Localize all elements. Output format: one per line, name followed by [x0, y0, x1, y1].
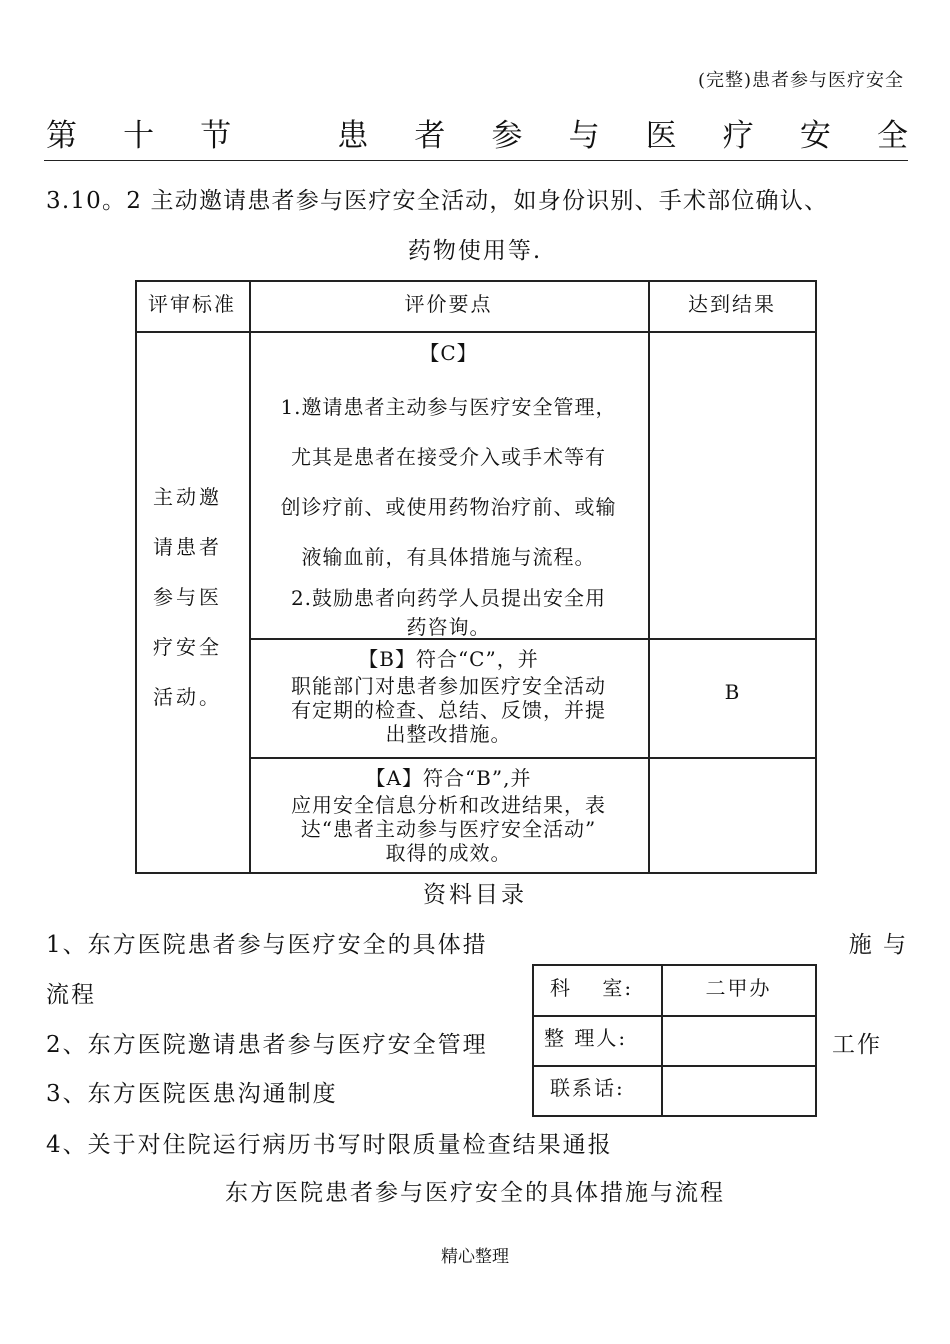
- table-border: [815, 280, 817, 874]
- level-b-line: 职能部门对患者参加医疗安全活动: [291, 674, 606, 698]
- table-border: [135, 280, 137, 874]
- catalog-item-1-cont: 流程: [46, 982, 96, 1008]
- catalog-title: 资料目录: [423, 882, 527, 908]
- level-b-line: 出整改措施。: [385, 722, 512, 746]
- criterion-line: 参与医: [153, 585, 222, 609]
- header-result: 达到结果: [688, 292, 776, 316]
- title-char: 节: [200, 117, 232, 154]
- title-char: 十: [123, 117, 155, 154]
- sub-heading: 东方医院患者参与医疗安全的具体措施与流程: [225, 1180, 725, 1206]
- organizer-label: 整 理人:: [544, 1026, 628, 1050]
- level-c-line: 尤其是患者在接受介入或手术等有: [291, 445, 606, 469]
- header-points: 评价要点: [404, 292, 493, 316]
- info-box: [532, 964, 817, 1117]
- info-border: [815, 964, 817, 1117]
- catalog-item-2: 2、东方医院邀请患者参与医疗安全管理: [46, 1032, 488, 1058]
- level-c-line: 药咨询。: [406, 615, 491, 639]
- criterion-line: 活动。: [153, 685, 222, 709]
- dept-value: 二甲办: [705, 976, 772, 1000]
- level-a-line: 【A】符合“B”,并: [365, 766, 532, 790]
- evaluation-table: [135, 280, 817, 874]
- catalog-item-1: 1、东方医院患者参与医疗安全的具体措: [46, 932, 488, 958]
- criterion-line: 请患者: [153, 535, 222, 559]
- table-border: [648, 280, 650, 874]
- clause-text-line2: 药物使用等.: [407, 238, 543, 264]
- criterion-line: 疗安全: [153, 635, 222, 659]
- level-c-line: 2.鼓励患者向药学人员提出安全用: [290, 586, 607, 610]
- level-b-cell: [249, 644, 648, 746]
- level-a-cell: [249, 763, 648, 865]
- level-b-line: 有定期的检查、总结、反馈，并提: [291, 698, 606, 722]
- title-char: 患: [337, 117, 369, 154]
- info-border: [532, 1065, 817, 1067]
- title-char: 与: [568, 117, 600, 154]
- header-note: (完整)患者参与医疗安全: [697, 70, 904, 91]
- info-border: [532, 1115, 817, 1117]
- info-border: [532, 964, 534, 1117]
- contact-label: 联系话:: [550, 1076, 625, 1100]
- header-standard: 评审标准: [148, 292, 236, 316]
- criterion-line: 主动邀: [153, 485, 222, 509]
- table-border: [249, 757, 817, 759]
- level-a-line: 取得的成效。: [385, 841, 512, 865]
- catalog-item-3: 3、东方医院医患沟通制度: [46, 1081, 338, 1107]
- level-b-line: 【B】符合“C”，并: [358, 647, 539, 671]
- level-c-cell: [249, 336, 648, 640]
- catalog-item-2-tail: 工作: [832, 1032, 882, 1058]
- title-char: 医: [645, 117, 677, 154]
- table-border: [135, 280, 817, 282]
- level-a-line: 应用安全信息分析和改进结果，表: [291, 793, 606, 817]
- title-divider: [44, 160, 908, 161]
- level-c-line: 1.邀请患者主动参与医疗安全管理，: [280, 395, 617, 419]
- level-c-line: 液输血前，有具体措施与流程。: [301, 545, 596, 569]
- dept-label: 科 室:: [550, 976, 634, 1000]
- title-char: 疗: [722, 117, 754, 154]
- title-char: 者: [414, 117, 446, 154]
- title-char: 全: [876, 117, 908, 154]
- section-title: [46, 108, 908, 156]
- level-a-line: 达“患者主动参与医疗安全活动”: [300, 817, 597, 841]
- footer: 精心整理: [441, 1247, 509, 1267]
- level-c-tag: 【C】: [419, 341, 478, 365]
- clause-text-line1: 3.10。2 主动邀请患者参与医疗安全活动，如身份识别、手术部位确认、: [46, 188, 829, 214]
- table-border: [135, 331, 817, 333]
- title-char: 安: [799, 117, 831, 154]
- criterion-text: [153, 472, 249, 722]
- level-c-line: 创诊疗前、或使用药物治疗前、或输: [280, 495, 617, 519]
- table-border: [135, 872, 817, 874]
- info-border: [532, 964, 817, 966]
- level-b-result: B: [724, 680, 740, 704]
- title-char: 参: [491, 117, 523, 154]
- title-char: 第: [46, 117, 77, 154]
- catalog-item-1-tail: 施 与: [848, 932, 908, 958]
- info-border: [532, 1015, 817, 1017]
- catalog-item-4: 4、关于对住院运行病历书写时限质量检查结果通报: [46, 1132, 613, 1158]
